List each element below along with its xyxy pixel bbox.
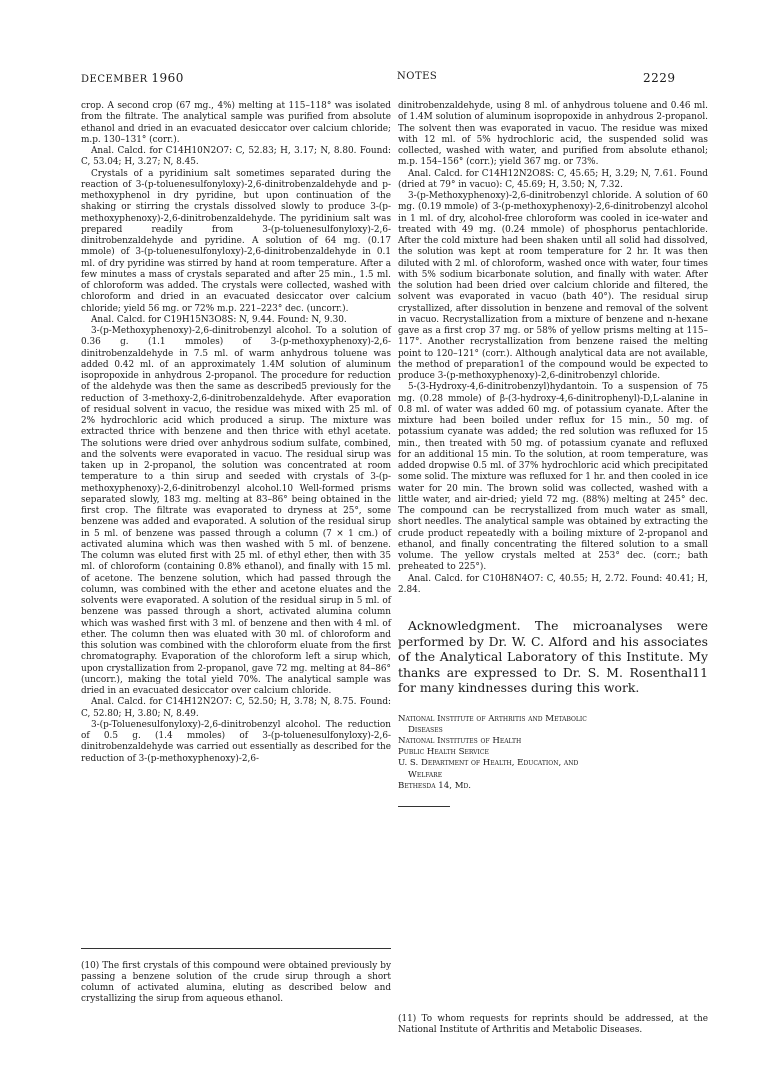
- affiliation-line: National Institute of Arthritis and Metabolic: [398, 713, 587, 724]
- page-number: 2229: [643, 71, 676, 85]
- affiliation-block: [398, 714, 708, 792]
- affiliation-line: Bethesda 14, Md.: [398, 780, 472, 791]
- affiliation-line: U. S. Department of Health, Education, and: [398, 758, 579, 769]
- left-column: [81, 101, 391, 765]
- paragraph: 3-(p-Toluenesulfonyloxy)-2,6-dinitrobenzyl alcohol. The reduction of 0.5 g. (1.4 mmoles) of 3-(p-toluenesulfonyloxy)-2,6-dinitrobenzaldehyde was carried out essentially as described for the reduction of 3-(p-methoxyphenoxy)-2,6-: [81, 719, 391, 764]
- footnote-11: (11) To whom requests for reprints should be addressed, at the National Institute of Arthritis and Metabolic Diseases.: [398, 1014, 708, 1036]
- running-header-section: NOTES: [397, 71, 438, 82]
- analysis-paragraph: Anal. Calcd. for C14H12N2O8S: C, 45.65; H, 3.29; N, 7.61. Found (dried at 79° in vacuo): C, 45.69; H, 3.50; N, 7.32.: [398, 168, 708, 190]
- affiliation-line: National Institutes of Health: [398, 735, 522, 746]
- header-year: 1960: [151, 71, 184, 85]
- analysis-paragraph: Anal. Calcd. for C19H15N3O8S: N, 9.44. Found: N, 9.30.: [91, 314, 347, 325]
- paragraph: crop. A second crop (67 mg., 4%) melting at 115–118° was isolated from the filtrate. The analytical sample was purified from absolute ethanol and dried in an evacuated desiccator over calcium chloride; m.p. 130–131° (corr.).: [81, 101, 391, 145]
- right-column: [398, 101, 708, 815]
- paragraph: 3-(p-Methoxyphenoxy)-2,6-dinitrobenzyl alcohol. To a solution of 0.36 g. (1.1 mmoles) of 3-(p-methoxyphenoxy)-2,6-dinitrobenzaldehyde in 7.5 ml. of warm anhydrous toluene was added 0.42 ml. of an approximately 1.4M solution of aluminum isopropoxide in anhydrous 2-propanol. The procedure for reduction of the aldehyde was then the same as described5 previously for the reduction of 3-methoxy-2,6-dinitrobenzaldehyde. After evaporation of residual solvent in vacuo, the residue was mixed with 25 ml. of 2% hydrochloric acid which produced a sirup. The mixture was extracted thrice with benzene and then thrice with ethyl acetate. The solutions were dried over anhydrous sodium sulfate, combined, and the solvents were evaporated in vacuo. The residual sirup was taken up in 2-propanol, the solution was concentrated at room temperature to a thin sirup and seeded with crystals of 3-(p-methoxyphenoxy)-2,6-dinitrobenzyl alcohol.10 Well-formed prisms separated slowly, 183 mg. melting at 83–86° being obtained in the first crop. The filtrate was evaporated to dryness at 25°, some benzene was added and evaporated. A solution of the residual sirup in 5 ml. of benzene was passed through a column (7 × 1 cm.) of activated alumina which was then washed with 5 ml. of benzene. The column was eluted first with 25 ml. of ethyl ether, then with 35 ml. of chloroform (containing 0.8% ethanol), and finally with 15 ml. of acetone. The benzene solution, which had passed through the column, was combined with the ether and acetone eluates and the solvents were evaporated. A solution of the residual sirup in 5 ml. of benzene was passed through a short, activated alumina column which was washed first with 3 ml. of benzene and then with 4 ml. of ether. The column then was eluated with 30 ml. of chloroform and this solution was combined with the chloroform eluate from the first chromatography. Evaporation of the chloroform left a sirup which, upon crystallization from 2-propanol, gave 72 mg. melting at 84–86° (uncorr.), making the total yield 70%. The analytical sample was dried in an evacuated desiccator over calcium chloride.: [81, 326, 391, 696]
- paragraph: dinitrobenzaldehyde, using 8 ml. of anhydrous toluene and 0.46 ml. of 1.4M solution of aluminum isopropoxide in anhydrous 2-propanol. The solvent then was evaporated in vacuo. The residue was mixed with 12 ml. of 5% hydrochloric acid, the suspended solid was collected, washed with water, and purified from absolute ethanol; m.p. 154–156° (corr.); yield 367 mg. or 73%.: [398, 101, 708, 168]
- footnote-separator: [398, 806, 450, 807]
- paragraph: Crystals of a pyridinium salt sometimes separated during the reaction of 3-(p-toluenesulfonyloxy)-2,6-dinitrobenzaldehyde and p-methoxyphenol in dry pyridine, but upon continuation of the shaking or stirring the crystals dissolved slowly to produce 3-(p-methoxyphenoxy)-2,6-dinitrobenzaldehyde. The pyridinium salt was prepared readily from 3-(p-toluenesulfonyloxy)-2,6-dinitrobenzaldehyde and pyridine. A solution of 64 mg. (0.17 mmole) of 3-(p-toluenesulfonyloxy)-2,6-dinitrobenzaldehyde in 0.1 ml. of dry pyridine was stirred by hand at room temperature. After a few minutes a mass of crystals separated and after 25 min., 1.5 ml. of chloroform was added. The crystals were collected, washed with chloroform and dried in an evacuated desiccator over calcium chloride; yield 56 mg. or 72% m.p. 221–223° dec. (uncorr.).: [81, 168, 391, 314]
- running-header-date: [81, 71, 184, 85]
- affiliation-line: Diseases: [408, 724, 443, 735]
- paragraph: 3-(p-Methoxyphenoxy)-2,6-dinitrobenzyl chloride. A solution of 60 mg. (0.19 mmole) of 3-(p-methoxyphenoxy)-2,6-dinitrobenzyl alcohol in 1 ml. of dry, alcohol-free chloroform was cooled in ice-water and treated with 49 mg. (0.24 mmole) of phosphorus pentachloride. After the cold mixture had been shaken until all solid had dissolved, the solution was kept at room temperature for 2 hr. It was then diluted with 2 ml. of chloroform, washed once with water, four times with 5% sodium bicarbonate solution, and finally with water. After the solution had been dried over calcium chloride and filtered, the solvent was evaporated in vacuo (bath 40°). The residual sirup crystallized, after dissolution in benzene and removal of the solvent in vacuo. Recrystallization from a mixture of benzene and n-hexane gave as a first crop 37 mg. or 58% of yellow prisms melting at 115–117°. Another recrystallization from benzene raised the melting point to 120–121° (corr.). Although analytical data are not available, the method of preparation1 of the compound would be expected to produce 3-(p-methoxyphenoxy)-2,6-dinitrobenzyl chloride.: [398, 191, 708, 381]
- affiliation-line: Public Health Service: [398, 747, 489, 758]
- analysis-paragraph: Anal. Calcd. for C14H12N2O7: C, 52.50; H, 3.78; N, 8.75. Found: C, 52.80; H, 3.80; N, 8.49.: [81, 697, 391, 719]
- analysis-paragraph: Anal. Calcd. for C14H10N2O7: C, 52.83; H, 3.17; N, 8.80. Found: C, 53.04; H, 3.27; N, 8.45.: [81, 146, 391, 168]
- paragraph: 5-(3-Hydroxy-4,6-dinitrobenzyl)hydantoin. To a suspension of 75 mg. (0.28 mmole) of β-(3-hydroxy-4,6-dinitrophenyl)-D,L-alanine in 0.8 ml. of water was added 60 mg. of potassium cyanate. After the mixture had been boiled under reflux for 15 min., 50 mg. of potassium cyanate was added; the red solution was refluxed for 15 min., then treated with 50 mg. of potassium cyanate and refluxed for an additional 15 min. To the solution, at room temperature, was added dropwise 0.5 ml. of 37% hydrochloric acid which precipitated some solid. The mixture was refluxed for 1 hr. and then cooled in ice water for 20 min. The brown solid was collected, washed with a little water, and air-dried; yield 72 mg. (88%) melting at 245° dec. The compound can be recrystallized from much water as small, short needles. The analytical sample was obtained by extracting the crude product repeatedly with a boiling mixture of 2-propanol and ethanol, and finally concentrating the filtered solution to a small volume. The yellow crystals melted at 253° dec. (corr.; bath preheated to 225°).: [398, 382, 708, 573]
- analysis-paragraph: Anal. Calcd. for C10H8N4O7: C, 40.55; H, 2.72. Found: 40.41; H, 2.84.: [398, 573, 708, 595]
- affiliation-line: Welfare: [408, 769, 443, 780]
- footnote-separator: [81, 948, 391, 949]
- acknowledgment: Acknowledgment. The microanalyses were performed by Dr. W. C. Alford and his associates of the Analytical Laboratory of this Institute. My thanks are expressed to Dr. S. M. Rosenthal11 for many kindnesses during this work.: [398, 618, 708, 695]
- header-month: DECEMBER: [81, 74, 148, 85]
- footnote-10: (10) The first crystals of this compound were obtained previously by passing a benzene solution of the crude sirup through a short column of activated alumina, eluting as described below and crystallizing the sirup from aqueous ethanol.: [81, 961, 391, 1005]
